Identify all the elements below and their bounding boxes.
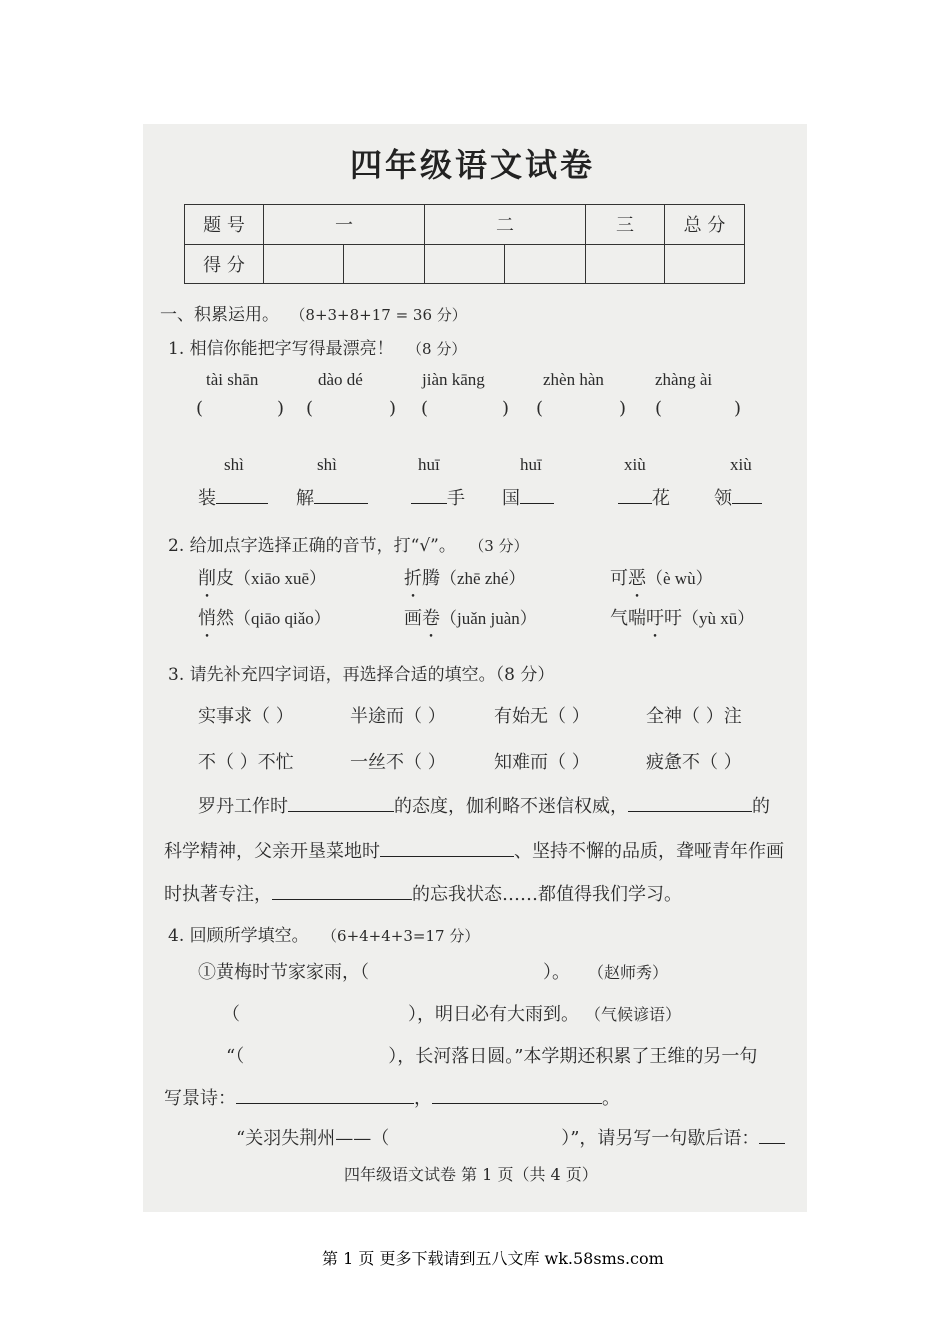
idiom-fill[interactable]: 全神（ ）注 (646, 706, 742, 727)
fill-item (502, 484, 554, 510)
answer-box[interactable]: ( ) (421, 398, 510, 419)
score-cell[interactable] (264, 244, 344, 284)
q4-line-1 (198, 958, 668, 984)
page-footer: 四年级语文试卷 第 1 页（共 4 页） (344, 1165, 598, 1184)
blank-line[interactable] (432, 1103, 602, 1104)
answer-box[interactable]: ( ) (536, 398, 627, 419)
score-table (184, 204, 745, 284)
text: “（ (226, 1046, 245, 1067)
pinyin: tài shān (206, 370, 259, 389)
score-row-label: 得 分 (185, 244, 264, 284)
blank-line[interactable] (759, 1143, 785, 1144)
pinyin: huī (520, 455, 542, 474)
pinyin-choice-item (404, 604, 537, 630)
source-note: （赵师秀） (596, 963, 669, 982)
fill-item (296, 484, 368, 510)
text: 的忘我状态……都值得我们学习。 (412, 884, 682, 905)
q4-line-3 (226, 1042, 757, 1068)
blank-line[interactable] (411, 503, 447, 504)
question-1-title (168, 334, 466, 359)
idiom-fill[interactable]: 不（ ）不忙 (198, 752, 294, 773)
text: 的 (752, 796, 770, 817)
text: 的态度，伽利略不迷信权威， (394, 796, 628, 817)
section-heading-text: 一、积累运用。 (160, 305, 279, 325)
score-header-1: 一 (264, 205, 425, 245)
word-part: 画 (404, 608, 422, 629)
word-part: 可 (610, 568, 628, 589)
q4-line-4 (164, 1084, 620, 1110)
q4-line-2 (222, 1000, 681, 1026)
pinyin: xiù (624, 455, 646, 474)
pinyin: zhàng ài (655, 370, 713, 389)
q3-line-2 (164, 837, 784, 863)
answer-box[interactable]: ( ) (655, 398, 742, 419)
word-part: 气喘 (610, 608, 646, 629)
question-text: 2. 给加点字选择正确的音节，打“√”。 (168, 536, 456, 556)
pinyin-choice-item (610, 604, 754, 630)
dotted-char: 吁 (646, 608, 664, 629)
q3-line-1 (198, 792, 770, 818)
score-cell[interactable] (505, 244, 586, 284)
source-note: （气候谚语） (593, 1005, 682, 1024)
score-cell[interactable] (425, 244, 505, 284)
char: 花 (652, 488, 670, 509)
idiom-fill[interactable]: 半途而（ ） (350, 706, 446, 727)
text: ），长河落日圆。”本学期还积累了王维的另一句 (388, 1046, 758, 1067)
exam-title: 四年级语文试卷 (350, 146, 596, 184)
pinyin: jiàn kāng (422, 370, 485, 389)
blank-line[interactable] (236, 1103, 414, 1104)
question-text: 4. 回顾所学填空。 (168, 926, 309, 946)
blank-line[interactable] (618, 503, 652, 504)
dotted-char: 削 (198, 568, 216, 589)
text: （ (222, 1004, 240, 1025)
question-points: （8 分） (407, 340, 467, 358)
idiom-fill[interactable]: 实事求（ ） (198, 706, 294, 727)
blank-line[interactable] (520, 503, 554, 504)
char: 解 (296, 488, 314, 509)
idiom-fill[interactable]: 一丝不（ ） (350, 752, 446, 773)
pinyin: dào dé (318, 370, 363, 389)
question-points: （6+4+4+3=17 分） (322, 927, 480, 945)
pinyin: huī (418, 455, 440, 474)
text: 、坚持不懈的品质，聋哑青年作画 (514, 841, 784, 862)
idiom-fill[interactable]: 知难而（ ） (494, 752, 590, 773)
dotted-char: 悄 (198, 608, 216, 629)
fill-item (411, 484, 465, 510)
text: 。 (602, 1088, 620, 1109)
char: 领 (714, 488, 732, 509)
blank-line[interactable] (272, 899, 412, 900)
score-header-2: 二 (425, 205, 586, 245)
blank-line[interactable] (628, 811, 752, 812)
q4-line-5 (236, 1124, 785, 1150)
pinyin: zhèn hàn (543, 370, 604, 389)
pinyin-choice-item (404, 564, 525, 590)
dotted-char: 卷 (422, 608, 440, 629)
score-cell[interactable] (586, 244, 665, 284)
fill-item (714, 484, 762, 510)
pinyin-choice-item (198, 564, 326, 590)
pinyin-options[interactable]: （xiāo xuē） (234, 569, 327, 588)
idiom-fill[interactable]: 疲惫不（ ） (646, 752, 742, 773)
question-points: （3 分） (469, 537, 529, 555)
q3-line-3 (164, 880, 682, 906)
char: 国 (502, 488, 520, 509)
question-4-title (168, 921, 479, 946)
site-footer: 第 1 页 更多下载请到五八文库 wk.58sms.com (322, 1249, 664, 1268)
question-text: 1. 相信你能把字写得最漂亮！ (168, 339, 394, 359)
word-part: 腾 (422, 568, 440, 589)
blank-line[interactable] (732, 503, 762, 504)
dotted-char: 折 (404, 568, 422, 589)
text: ）。 (543, 962, 570, 983)
pinyin-choice-item (198, 604, 331, 630)
blank-line[interactable] (380, 856, 514, 857)
word-part: 吁 (664, 608, 682, 629)
pinyin-options[interactable]: （zhē zhé） (440, 569, 526, 588)
pinyin-options[interactable]: （è wù） (646, 569, 713, 588)
section-points: （8+3+8+17 = 36 分） (290, 306, 467, 324)
text: ），明日必有大雨到。 (408, 1004, 579, 1025)
answer-box[interactable]: ( ) (196, 398, 285, 419)
idiom-fill[interactable]: 有始无（ ） (494, 706, 590, 727)
fill-item (198, 484, 268, 510)
answer-box[interactable]: ( ) (306, 398, 397, 419)
score-cell[interactable] (665, 244, 745, 284)
section-heading (160, 300, 467, 325)
blank-line[interactable] (314, 503, 368, 504)
pinyin: xiù (730, 455, 752, 474)
pinyin-options[interactable]: （juǎn juàn） (440, 609, 537, 628)
text: “关羽失荆州——（ (236, 1128, 390, 1149)
text: 写景诗： (164, 1088, 236, 1109)
pinyin: shì (317, 455, 337, 474)
text: ①黄梅时节家家雨，（ (198, 962, 369, 983)
fill-item (618, 484, 670, 510)
text: 科学精神，父亲开垦菜地时 (164, 841, 380, 862)
text: ）”，请另写一句歇后语： (561, 1128, 760, 1149)
score-header-3: 三 (586, 205, 665, 245)
pinyin-options[interactable]: （qiāo qiǎo） (234, 609, 331, 628)
text: ， (414, 1088, 432, 1109)
text: 时执著专注， (164, 884, 272, 905)
char: 装 (198, 488, 216, 509)
score-header-label: 题 号 (185, 205, 264, 245)
question-2-title (168, 531, 529, 556)
question-3-title: 3. 请先补充四字词语，再选择合适的填空。（8 分） (168, 665, 555, 685)
pinyin: shì (224, 455, 244, 474)
score-header-total: 总 分 (665, 205, 745, 245)
blank-line[interactable] (288, 811, 394, 812)
pinyin-options[interactable]: （yù xū） (682, 609, 755, 628)
char: 手 (447, 488, 465, 509)
dotted-char: 恶 (628, 568, 646, 589)
blank-line[interactable] (216, 503, 268, 504)
text: 罗丹工作时 (198, 796, 288, 817)
word-part: 皮 (216, 568, 234, 589)
word-part: 然 (216, 608, 234, 629)
pinyin-choice-item (610, 564, 713, 590)
score-cell[interactable] (344, 244, 425, 284)
